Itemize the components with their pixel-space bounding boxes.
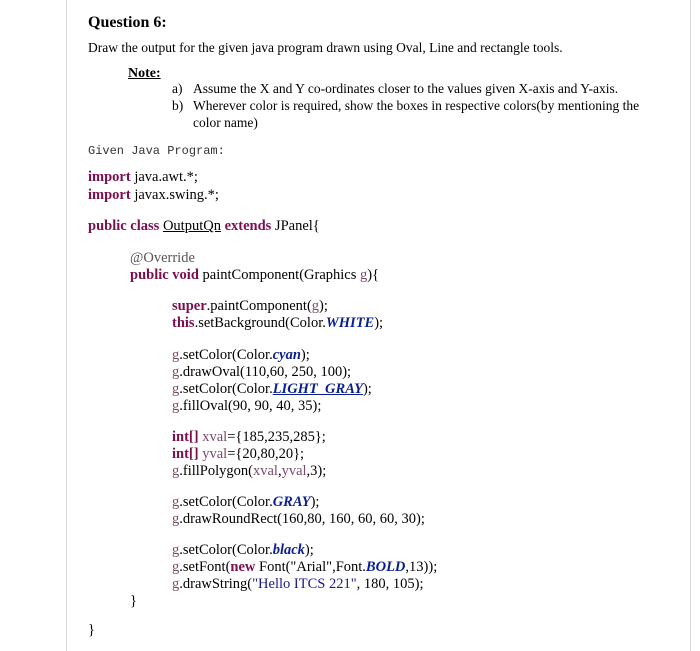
note-a-text: Assume the X and Y co-ordinates closer to the values given X-axis and Y-axis. xyxy=(193,81,619,96)
code-line-fill-polygon: g.fillPolygon(xval,yval,3); xyxy=(172,463,327,479)
given-program-label: Given Java Program: xyxy=(88,144,225,158)
question-title: Question 6: xyxy=(88,14,167,31)
method-close-brace: } xyxy=(130,593,137,609)
note-label: Note: xyxy=(128,66,161,81)
note-b-text-line1: Wherever color is required, show the boxes in respective colors(by mentioning the xyxy=(193,98,640,113)
code-line-method-sig: public void paintComponent(Graphics g){ xyxy=(130,267,380,283)
code-line-set-gray: g.setColor(Color.GRAY); xyxy=(172,494,320,510)
code-line-set-background: this.setBackground(Color.WHITE); xyxy=(172,315,384,331)
code-line-draw-string: g.drawString("Hello ITCS 221", 180, 105); xyxy=(172,576,424,592)
code-line-draw-round-rect: g.drawRoundRect(160,80, 160, 60, 60, 30); xyxy=(172,511,425,527)
code-line-set-black: g.setColor(Color.black); xyxy=(172,542,314,558)
code-line-super: super.paintComponent(g); xyxy=(172,298,328,314)
code-line-fill-oval: g.fillOval(90, 90, 40, 35); xyxy=(172,398,322,414)
code-line-class-decl: public class OutputQn extends JPanel{ xyxy=(88,218,320,234)
code-line-import-awt: import java.awt.*; xyxy=(88,169,198,185)
question-prompt: Draw the output for the given java program drawn using Oval, Line and rectangle tools. xyxy=(88,40,563,55)
code-line-import-swing: import javax.swing.*; xyxy=(88,187,219,203)
note-b-text-line2: color name) xyxy=(193,115,258,130)
code-line-set-light-gray: g.setColor(Color.LIGHT_GRAY); xyxy=(172,381,372,397)
code-line-set-cyan: g.setColor(Color.cyan); xyxy=(172,347,310,363)
note-a-marker: a) xyxy=(172,81,183,96)
code-line-override: @Override xyxy=(130,250,195,266)
kw-import: import xyxy=(88,187,131,203)
class-close-brace: } xyxy=(88,622,95,638)
code-line-yval: int[] yval={20,80,20}; xyxy=(172,446,305,462)
kw-import: import xyxy=(88,169,131,185)
code-line-draw-oval: g.drawOval(110,60, 250, 100); xyxy=(172,364,352,380)
code-line-xval: int[] xval={185,235,285}; xyxy=(172,429,326,445)
note-b-marker: b) xyxy=(172,98,184,113)
code-line-set-font: g.setFont(new Font("Arial",Font.BOLD,13)); xyxy=(172,559,438,575)
